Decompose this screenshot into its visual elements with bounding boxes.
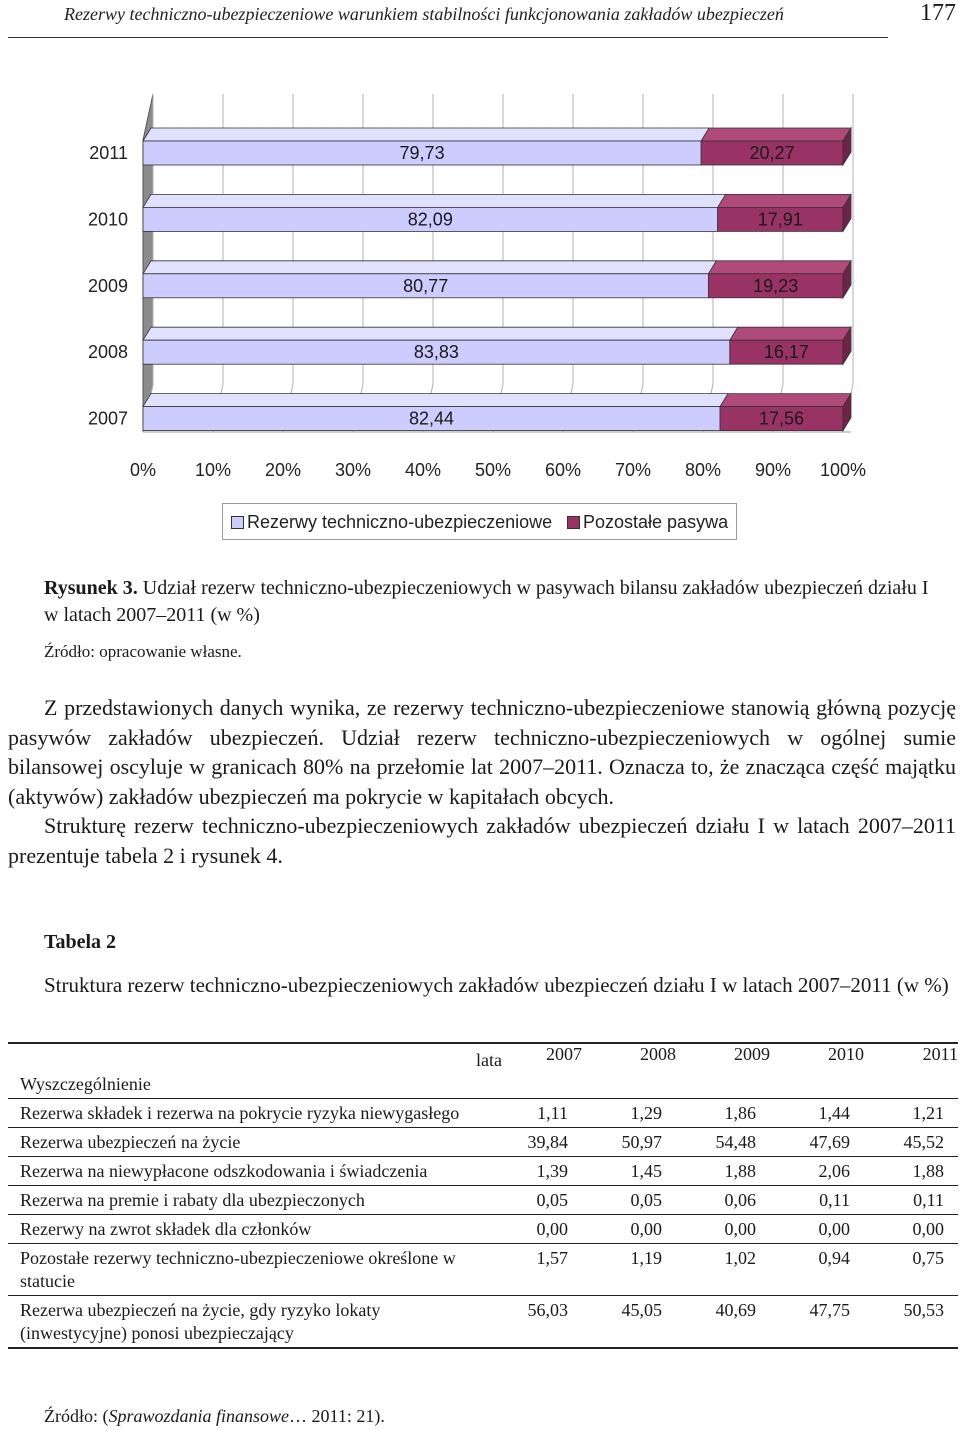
bar-top-face	[143, 261, 716, 274]
header-year: 2009	[676, 1043, 770, 1099]
row-value: 0,06	[676, 1186, 770, 1215]
row-value: 0,75	[864, 1244, 958, 1296]
row-value: 1,29	[582, 1099, 676, 1128]
bar-top-face	[720, 394, 851, 407]
stacked-bar-chart	[0, 88, 960, 498]
table-body	[8, 1099, 958, 1349]
x-tick-label: 90%	[754, 460, 792, 480]
row-label: Rezerwa na premie i rabaty dla ubezpieczonych	[8, 1186, 488, 1215]
header-rule	[8, 37, 888, 38]
row-label: Rezerwa ubezpieczeń na życie	[8, 1128, 488, 1157]
x-tick-label: 30%	[334, 460, 372, 480]
running-title: Rezerwy techniczno-ubezpieczeniowe warunkiem stabilności funkcjonowania zakładów ubezpieczeń	[64, 4, 784, 24]
row-label: Rezerwa na niewypłacone odszkodowania i świadczenia	[8, 1157, 488, 1186]
y-category-label: 2008	[87, 342, 128, 363]
legend-label-other: Pozostałe pasywa	[583, 512, 729, 532]
running-head	[8, 0, 960, 38]
x-tick-label: 100%	[819, 460, 867, 480]
y-category-label: 2009	[87, 275, 128, 296]
bar-top-face	[143, 394, 728, 407]
row-value: 0,00	[488, 1215, 582, 1244]
row-value: 0,00	[676, 1215, 770, 1244]
table-row	[8, 1186, 958, 1215]
row-label: Rezerwy na zwrot składek dla członków	[8, 1215, 488, 1244]
bar-data-label: 79,73	[399, 143, 445, 163]
legend-swatch-other	[567, 516, 580, 529]
row-value: 2,06	[770, 1157, 864, 1186]
table-title: Struktura rezerw techniczno-ubezpieczeniowych zakładów ubezpieczeń działu I w latach 2007–2011 (w %)	[44, 973, 949, 997]
table-label: Tabela 2	[44, 931, 117, 953]
header-cell	[8, 1043, 502, 1099]
bar-data-label: 20,27	[749, 143, 795, 163]
row-value: 1,39	[488, 1157, 582, 1186]
row-value: 47,75	[770, 1296, 864, 1349]
row-value: 0,00	[864, 1215, 958, 1244]
row-value: 1,88	[676, 1157, 770, 1186]
table-row	[8, 1157, 958, 1186]
row-value: 50,53	[864, 1296, 958, 1349]
row-value: 1,88	[864, 1157, 958, 1186]
row-value: 1,57	[488, 1244, 582, 1296]
source-title: Sprawozdania finansowe	[108, 1406, 290, 1426]
x-tick-label: 70%	[614, 460, 652, 480]
paragraph-2: Strukturę rezerw techniczno-ubezpieczeniowych zakładów ubezpieczeń działu I w latach 2007–2011 prezentuje tabela 2 i rysunek 4.	[8, 813, 956, 868]
header-year: 2011	[864, 1043, 958, 1099]
bar-data-label: 82,44	[409, 408, 455, 429]
data-table	[8, 1042, 958, 1349]
row-value: 1,11	[488, 1099, 582, 1128]
row-value: 54,48	[676, 1128, 770, 1157]
bar-data-label: 82,09	[407, 209, 453, 230]
row-value: 45,52	[864, 1128, 958, 1157]
table-row	[8, 1099, 958, 1128]
x-tick-label: 40%	[404, 460, 442, 480]
row-value: 1,45	[582, 1157, 676, 1186]
row-value: 50,97	[582, 1128, 676, 1157]
row-value: 0,11	[770, 1186, 864, 1215]
figure-source: Źródło: opracowanie własne.	[44, 642, 242, 661]
row-label: Rezerwa składek i rezerwa na pokrycie ryzyka niewygasłego	[8, 1099, 488, 1128]
y-category-label: 2010	[87, 209, 128, 230]
x-tick-label: 0%	[129, 460, 157, 480]
bar-top-face	[708, 261, 851, 274]
bar-top-face	[730, 327, 851, 340]
bar-data-label: 17,91	[757, 209, 803, 230]
row-label: Pozostałe rezerwy techniczno-ubezpieczeniowe określone w statucie	[8, 1244, 488, 1296]
bar-top-face	[143, 194, 726, 207]
table-row	[8, 1296, 958, 1349]
row-value: 40,69	[676, 1296, 770, 1349]
body-text	[8, 693, 956, 870]
x-tick-label: 80%	[684, 460, 722, 480]
x-tick-label: 50%	[474, 460, 512, 480]
x-tick-label: 60%	[544, 460, 582, 480]
table-header-row	[8, 1043, 958, 1099]
caption-text: Udział rezerw techniczno-ubezpieczeniowych w pasywach bilansu zakładów ubezpieczeń działu I w latach 2007–2011 (w %)	[44, 577, 929, 626]
row-value: 1,02	[676, 1244, 770, 1296]
row-value: 45,05	[582, 1296, 676, 1349]
row-value: 39,84	[488, 1128, 582, 1157]
header-year: 2010	[770, 1043, 864, 1099]
paragraph-1: Z przedstawionych danych wynika, ze rezerwy techniczno-ubezpieczeniowe stanowią główną pozycję pasywów zakładów ubezpieczeń. Udział rezerw techniczno-ubezpieczeniowych w ogólnej sumie bilansowej oscyluje w granicach 80% na przełomie lat 2007–2011. Oznacza to, że znacząca część majątku (aktywów) zakładów ubezpieczeń ma pokrycie w kapitałach obcych.	[8, 695, 956, 809]
caption-label: Rysunek 3.	[44, 577, 138, 599]
table-row	[8, 1128, 958, 1157]
row-value: 0,94	[770, 1244, 864, 1296]
header-year: 2008	[582, 1043, 676, 1099]
bar-data-label: 83,83	[413, 342, 459, 363]
row-value: 0,05	[488, 1186, 582, 1215]
chart-legend	[222, 503, 737, 540]
source-prefix: Źródło: (	[44, 1406, 109, 1426]
bar-data-label: 16,17	[763, 342, 809, 363]
x-tick-label: 10%	[194, 460, 232, 480]
bar-top-face	[701, 128, 851, 141]
table-row	[8, 1244, 958, 1296]
bar-data-label: 80,77	[403, 275, 449, 296]
x-tick-label: 20%	[264, 460, 302, 480]
row-value: 47,69	[770, 1128, 864, 1157]
table-row	[8, 1215, 958, 1244]
row-value: 0,00	[770, 1215, 864, 1244]
row-value: 0,05	[582, 1186, 676, 1215]
row-value: 1,44	[770, 1099, 864, 1128]
y-category-label: 2007	[87, 408, 128, 429]
legend-swatch-reserves	[231, 516, 244, 529]
header-wyszczegolnienie: Wyszczególnienie	[20, 1074, 151, 1094]
bar-data-label: 19,23	[753, 275, 799, 296]
row-value: 1,19	[582, 1244, 676, 1296]
bar-top-face	[143, 128, 709, 141]
row-label: Rezerwa ubezpieczeń na życie, gdy ryzyko lokaty (inwestycyjne) ponosi ubezpieczający	[8, 1296, 488, 1349]
bar-top-face	[718, 194, 851, 207]
row-value: 56,03	[488, 1296, 582, 1349]
table-source	[44, 1406, 385, 1427]
row-value: 1,21	[864, 1099, 958, 1128]
legend-label-reserves: Rezerwy techniczno-ubezpieczeniowe	[247, 512, 553, 532]
bar-data-label: 17,56	[759, 408, 805, 429]
source-suffix: … 2011: 21).	[289, 1406, 385, 1426]
header-lata: lata	[476, 1050, 502, 1070]
row-value: 0,11	[864, 1186, 958, 1215]
header-year: 2007	[488, 1043, 582, 1099]
bar-top-face	[143, 327, 738, 340]
figure-caption	[44, 575, 934, 629]
row-value: 1,86	[676, 1099, 770, 1128]
page-number: 177	[920, 0, 956, 26]
row-value: 0,00	[582, 1215, 676, 1244]
y-category-label: 2011	[89, 143, 128, 163]
